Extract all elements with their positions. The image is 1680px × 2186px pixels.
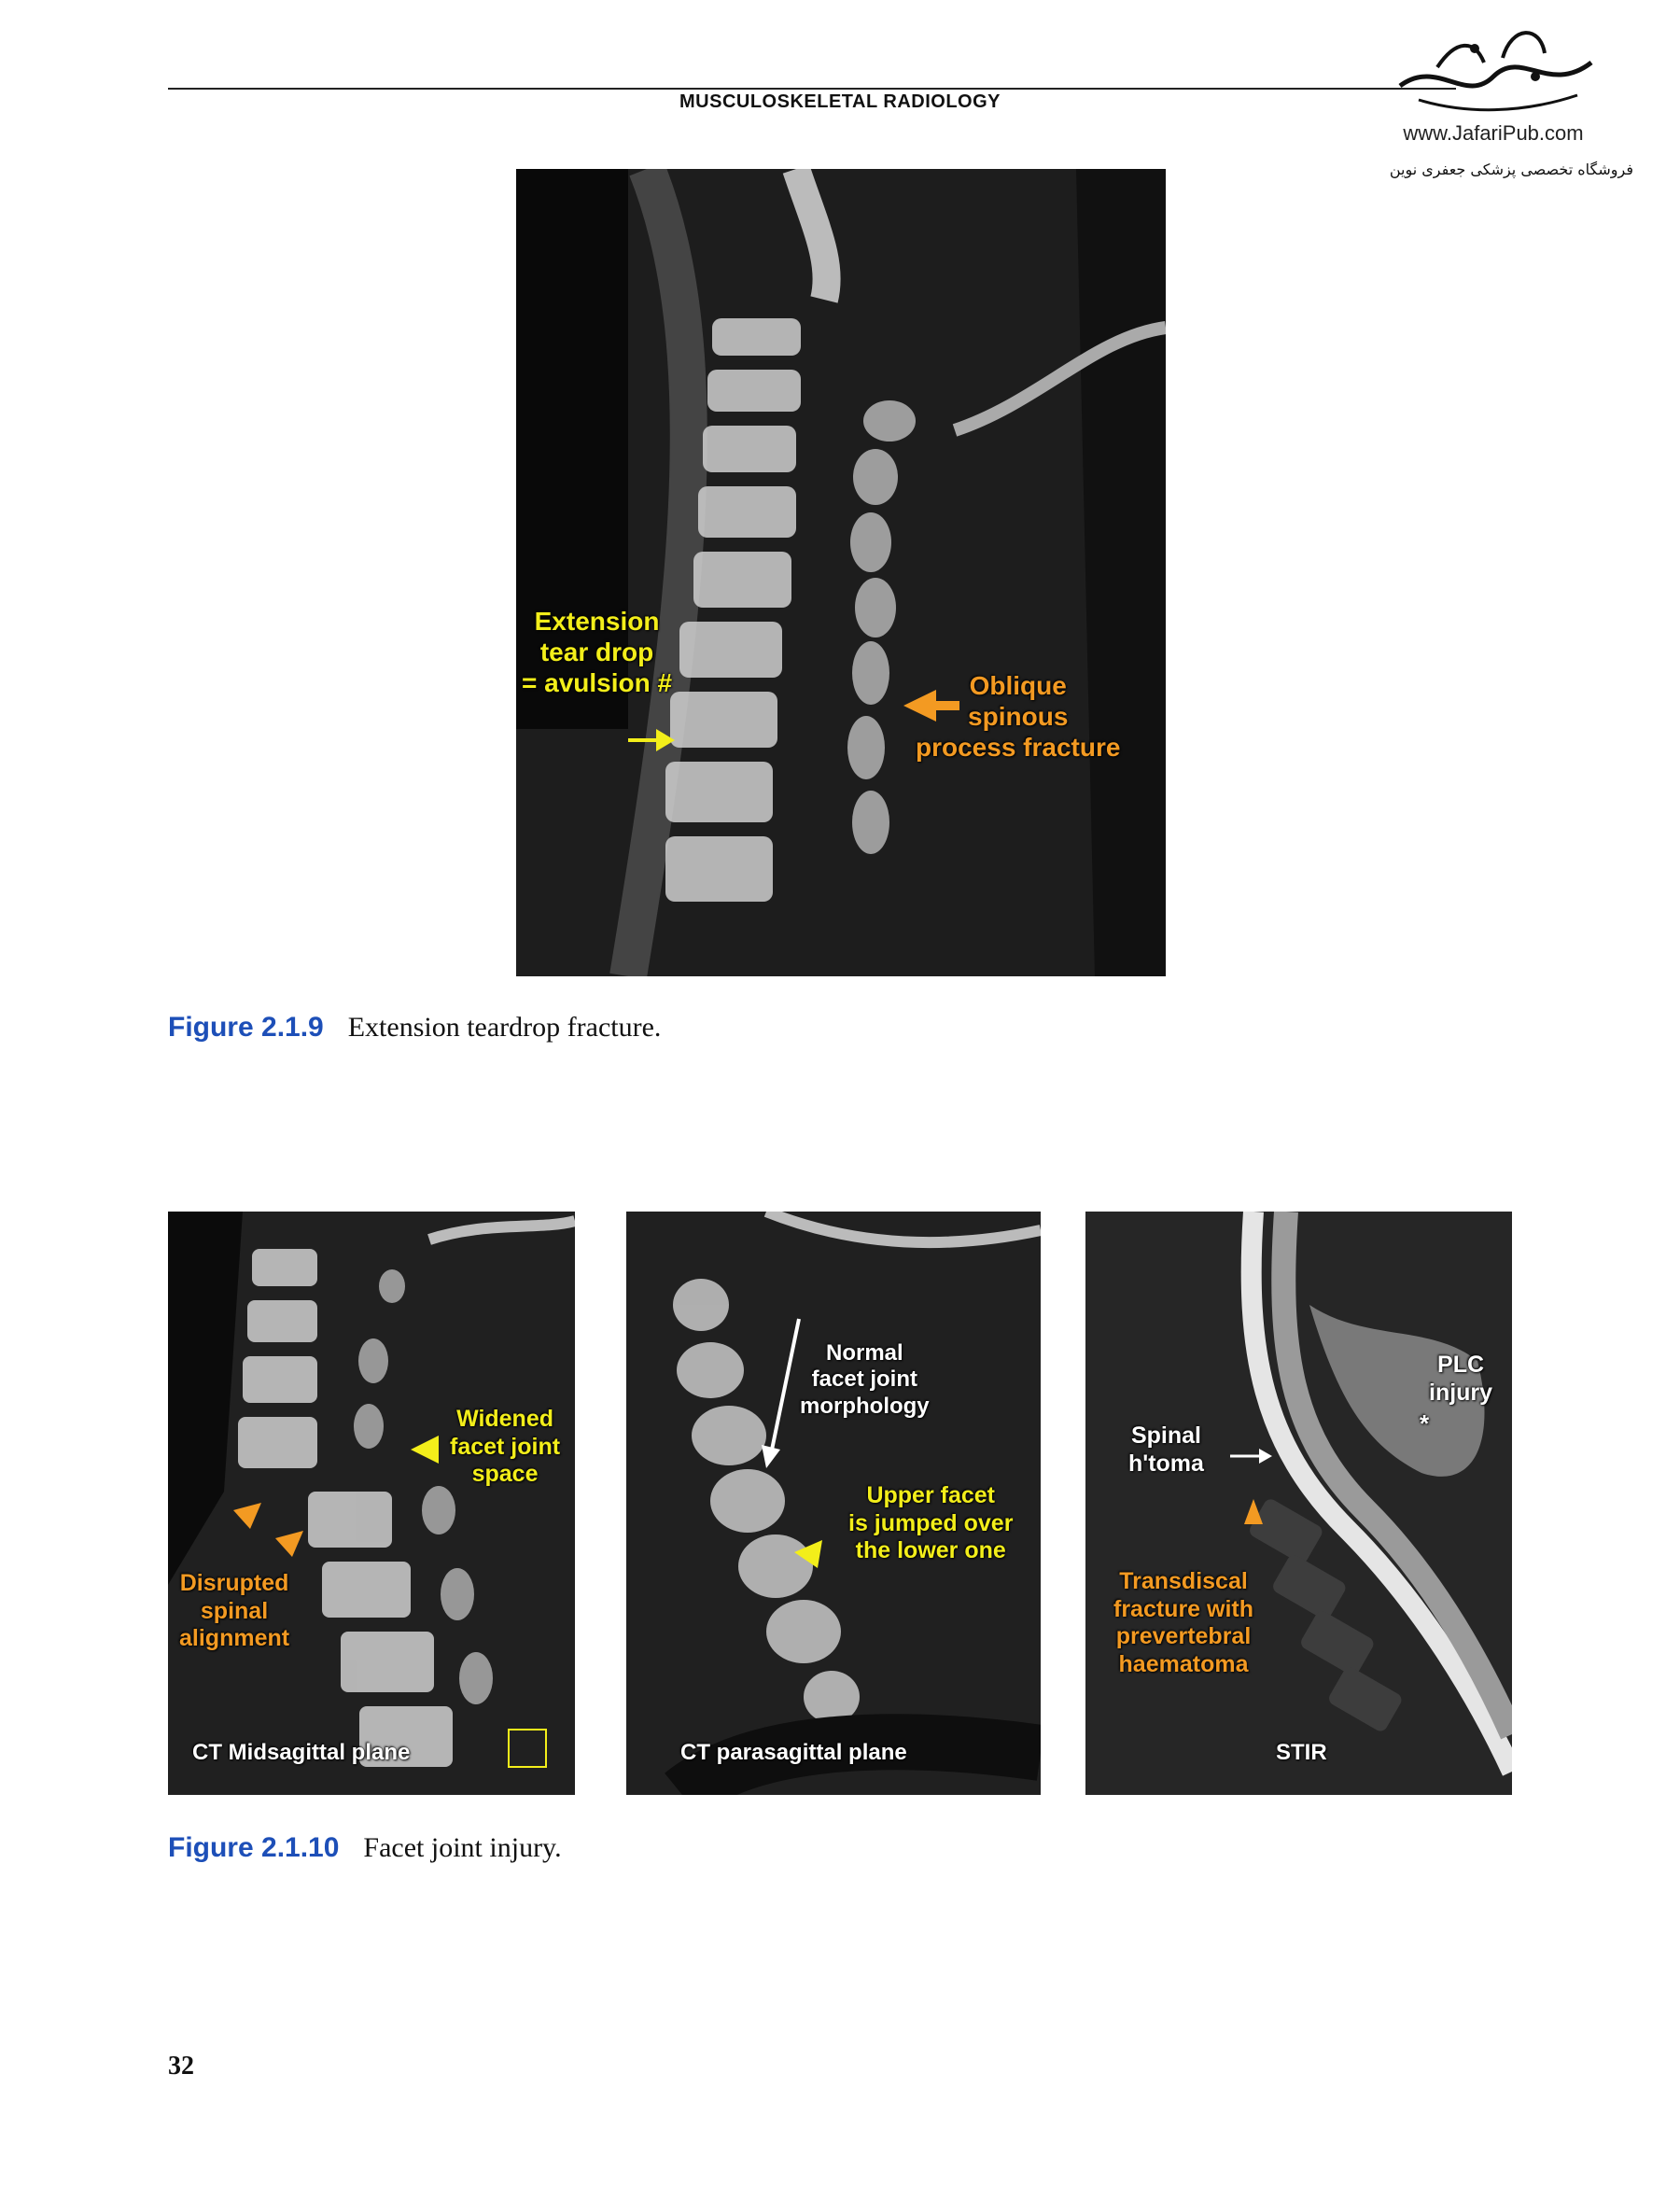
widened-facet-label: Widened facet joint space [450, 1406, 561, 1487]
stir-label: STIR [1276, 1740, 1327, 1765]
figure-2-1-9-number: Figure 2.1.9 [168, 1012, 324, 1043]
upper-facet-jumped-label: Upper facet is jumped over the lower one [848, 1482, 1014, 1563]
spinal-hematoma-label: Spinal h'toma [1128, 1422, 1204, 1477]
oblique-spinous-fracture-label: Oblique spinous process fracture [916, 671, 1121, 763]
publisher-shop-name: فروشگاه تخصصی پزشکی جعفری نوین [1389, 161, 1633, 178]
calligraphy-logo-icon [1381, 21, 1605, 123]
figure-2-1-9-caption [168, 1012, 661, 1044]
figure-2-1-9-text: Extension teardrop fracture. [347, 1012, 662, 1043]
header-rule [168, 88, 1456, 90]
ct-parasagittal-plane-label: CT parasagittal plane [680, 1740, 907, 1765]
ct-midsagittal-image [168, 1212, 575, 1795]
publisher-logo [1381, 21, 1633, 179]
transdiscal-fracture-label: Transdiscal fracture with prevertebral haematoma [1113, 1568, 1254, 1677]
figure-2-1-10-panel-a [168, 1212, 575, 1795]
figure-2-1-9-image [516, 169, 1166, 976]
publisher-url: www.JafariPub.com [1403, 121, 1584, 145]
asterisk-marker: * [1420, 1409, 1430, 1437]
figure-2-1-10-panel-b [626, 1212, 1041, 1795]
disrupted-alignment-label: Disrupted spinal alignment [179, 1570, 290, 1651]
figure-2-1-10-caption [168, 1832, 562, 1864]
figure-2-1-10-text: Facet joint injury. [363, 1832, 562, 1863]
running-header: MUSCULOSKELETAL RADIOLOGY [679, 91, 1001, 112]
stir-mri-image [1085, 1212, 1512, 1795]
figure-2-1-10-number: Figure 2.1.10 [168, 1832, 340, 1863]
extension-teardrop-label: Extension tear drop = avulsion # [522, 607, 673, 698]
figure-2-1-10-panel-c [1085, 1212, 1512, 1795]
plc-injury-label: PLC injury [1429, 1352, 1493, 1406]
ct-sagittal-spine-image [516, 169, 1166, 976]
normal-facet-label: Normal facet joint morphology [800, 1340, 930, 1419]
page-number: 32 [168, 2052, 194, 2081]
ct-midsagittal-plane-label: CT Midsagittal plane [192, 1740, 411, 1765]
